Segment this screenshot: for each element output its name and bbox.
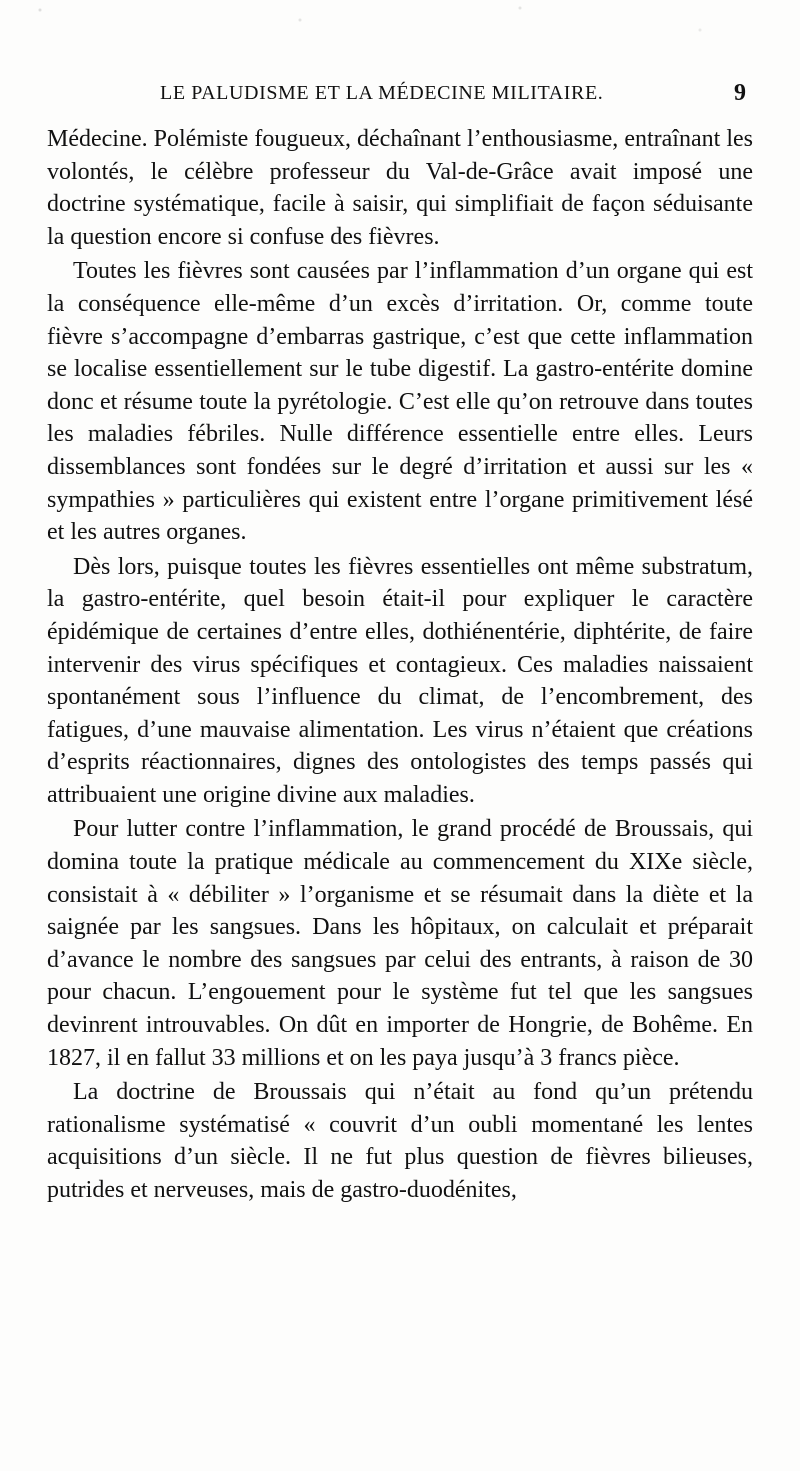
body-text: [47, 123, 753, 1207]
running-head: [60, 82, 750, 112]
scan-edge-noise: [0, 0, 800, 70]
page-number: 9: [734, 80, 746, 106]
running-title: LE PALUDISME ET LA MÉDECINE MILITAIRE.: [160, 82, 604, 104]
paragraph-3: Dès lors, puisque toutes les fièvres essentielles ont même substratum, la gastro-entérite, quel besoin était-il pour expliquer le caractère épidémique de certaines d’entre elles, dothiénentérie, diphtérite, de faire intervenir des virus spécifiques et contagieux. Ces maladies naissaient spontanément sous l’influence du climat, de l’encombrement, des fatigues, d’une mauvaise alimentation. Les virus n’étaient que créations d’esprits réactionnaires, dignes des ontologistes des temps passés qui attribuaient une origine divine aux maladies.: [47, 553, 753, 808]
paragraph-5: La doctrine de Broussais qui n’était au fond qu’un prétendu rationalisme systématisé « couvrit d’un oubli momentané les lentes acquisitions d’un siècle. Il ne fut plus question de fièvres bilieuses, putrides et nerveuses, mais de gastro-duodénites,: [47, 1079, 753, 1203]
paragraph-4: Pour lutter contre l’inflammation, le grand procédé de Broussais, qui domina toute la pratique médicale au commencement du XIXe siècle, consistait à « débiliter » l’organisme et se résumait dans la diète et la saignée par les sangsues. Dans les hôpitaux, on calculait et préparait d’avance le nombre des sangsues par celui des entrants, à raison de 30 pour chacun. L’engouement pour le système fut tel que les sangsues devinrent introuvables. On dût en importer de Hongrie, de Bohême. En 1827, il en fallut 33 millions et on les paya jusqu’à 3 francs pièce.: [47, 816, 753, 1071]
paragraph-1: Médecine. Polémiste fougueux, déchaînant l’enthousiasme, entraînant les volontés, le célèbre professeur du Val-de-Grâce avait imposé une doctrine systématique, facile à saisir, qui simplifiait de façon séduisante la question encore si confuse des fièvres.: [47, 126, 753, 250]
paragraph-2: Toutes les fièvres sont causées par l’inflammation d’un organe qui est la conséquence elle-même d’un excès d’irritation. Or, comme toute fièvre s’accompagne d’embarras gastrique, c’est que cette inflammation se localise essentiellement sur le tube digestif. La gastro-entérite domine donc et résume toute la pyrétologie. C’est elle qu’on retrouve dans toutes les maladies fébriles. Nulle différence essentielle entre elles. Leurs dissemblances sont fondées sur le degré d’irritation et aussi sur les « sympathies » particulières qui existent entre l’organe primitivement lésé et les autres organes.: [47, 258, 753, 546]
